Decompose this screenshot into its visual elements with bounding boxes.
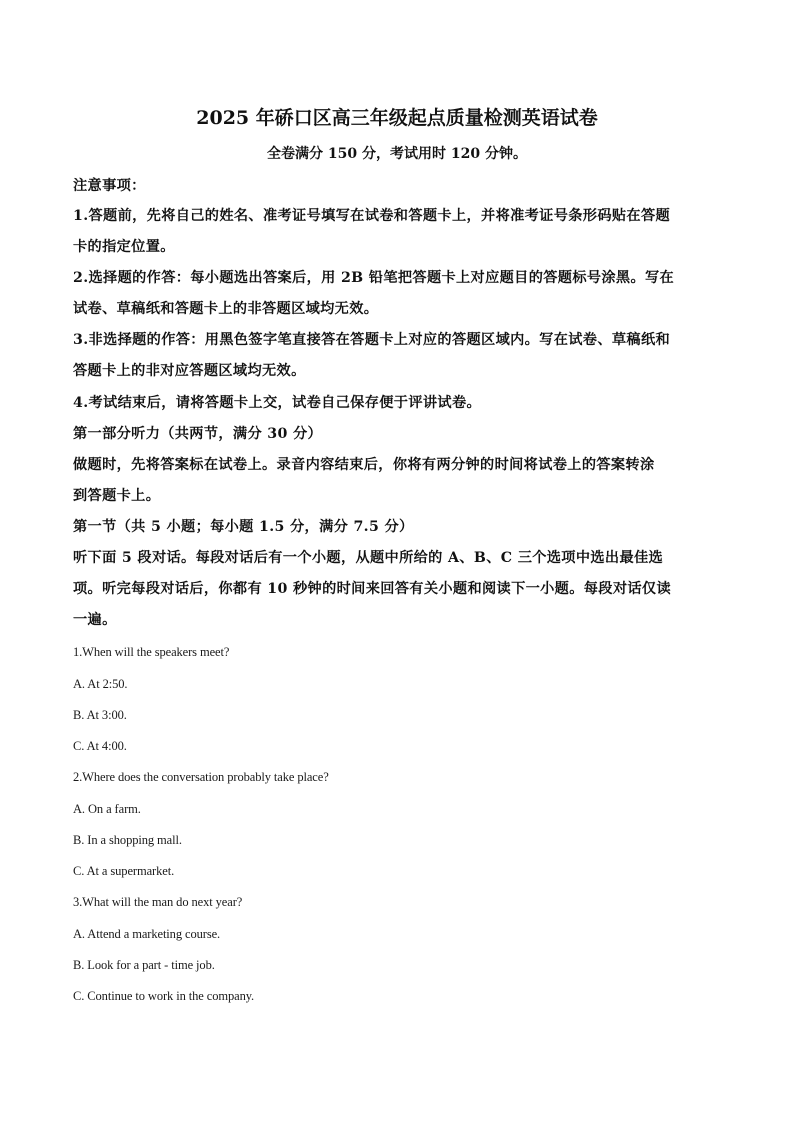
- note-item-3-line-2: 答题卡上的非对应答题区域均无效。: [73, 363, 306, 379]
- part1-instruction-line-2: 到答题卡上。: [73, 488, 161, 504]
- note-item-1-line-1: 1.答题前，先将自己的姓名、准考证号填写在试卷和答题卡上，并将准考证号条形码贴在答题: [73, 208, 671, 224]
- question-1-option-a: A. At 2:50.: [73, 677, 128, 691]
- question-2: 2.Where does the conversation probably take place?: [73, 770, 329, 784]
- section1-instruction-line-2: 项。听完每段对话后，你都有 10 秒钟的时间来回答有关小题和阅读下一小题。每段对话仅读: [73, 581, 671, 597]
- note-item-2-line-2: 试卷、草稿纸和答题卡上的非答题区域均无效。: [73, 301, 379, 317]
- note-item-3-line-1: 3.非选择题的作答：用黑色签字笔直接答在答题卡上对应的答题区域内。写在试卷、草稿纸和: [73, 332, 671, 348]
- note-item-2-line-1: 2.选择题的作答：每小题选出答案后，用 2B 铅笔把答题卡上对应题目的答题标号涂黑。写在: [73, 270, 675, 286]
- section1-instruction-line-3: 一遍。: [73, 612, 117, 628]
- question-3: 3.What will the man do next year?: [73, 895, 243, 909]
- section1-instruction-line-1: 听下面 5 段对话。每段对话后有一个小题，从题中所给的 A、B、C 三个选项中选出最佳选: [73, 550, 664, 566]
- question-1: 1.When will the speakers meet?: [73, 645, 230, 659]
- question-3-option-a: A. Attend a marketing course.: [73, 927, 221, 941]
- notes-heading: 注意事项：: [73, 178, 146, 194]
- section1-heading: 第一节（共 5 小题；每小题 1.5 分，满分 7.5 分）: [73, 519, 414, 535]
- question-2-option-a: A. On a farm.: [73, 802, 141, 816]
- exam-title: 2025 年硚口区高三年级起点质量检测英语试卷: [196, 107, 598, 129]
- question-2-option-b: B. In a shopping mall.: [73, 833, 182, 847]
- part1-heading: 第一部分听力（共两节，满分 30 分）: [73, 426, 323, 442]
- part1-instruction-line-1: 做题时，先将答案标在试卷上。录音内容结束后，你将有两分钟的时间将试卷上的答案转涂: [73, 457, 655, 473]
- note-item-4: 4.考试结束后，请将答题卡上交，试卷自己保存便于评讲试卷。: [73, 395, 482, 411]
- exam-subtitle: 全卷满分 150 分，考试用时 120 分钟。: [267, 146, 527, 162]
- question-1-option-b: B. At 3:00.: [73, 708, 127, 722]
- question-3-option-c: C. Continue to work in the company.: [73, 989, 255, 1003]
- question-2-option-c: C. At a supermarket.: [73, 864, 175, 878]
- note-item-1-line-2: 卡的指定位置。: [73, 239, 175, 255]
- question-3-option-b: B. Look for a part - time job.: [73, 958, 215, 972]
- question-1-option-c: C. At 4:00.: [73, 739, 127, 753]
